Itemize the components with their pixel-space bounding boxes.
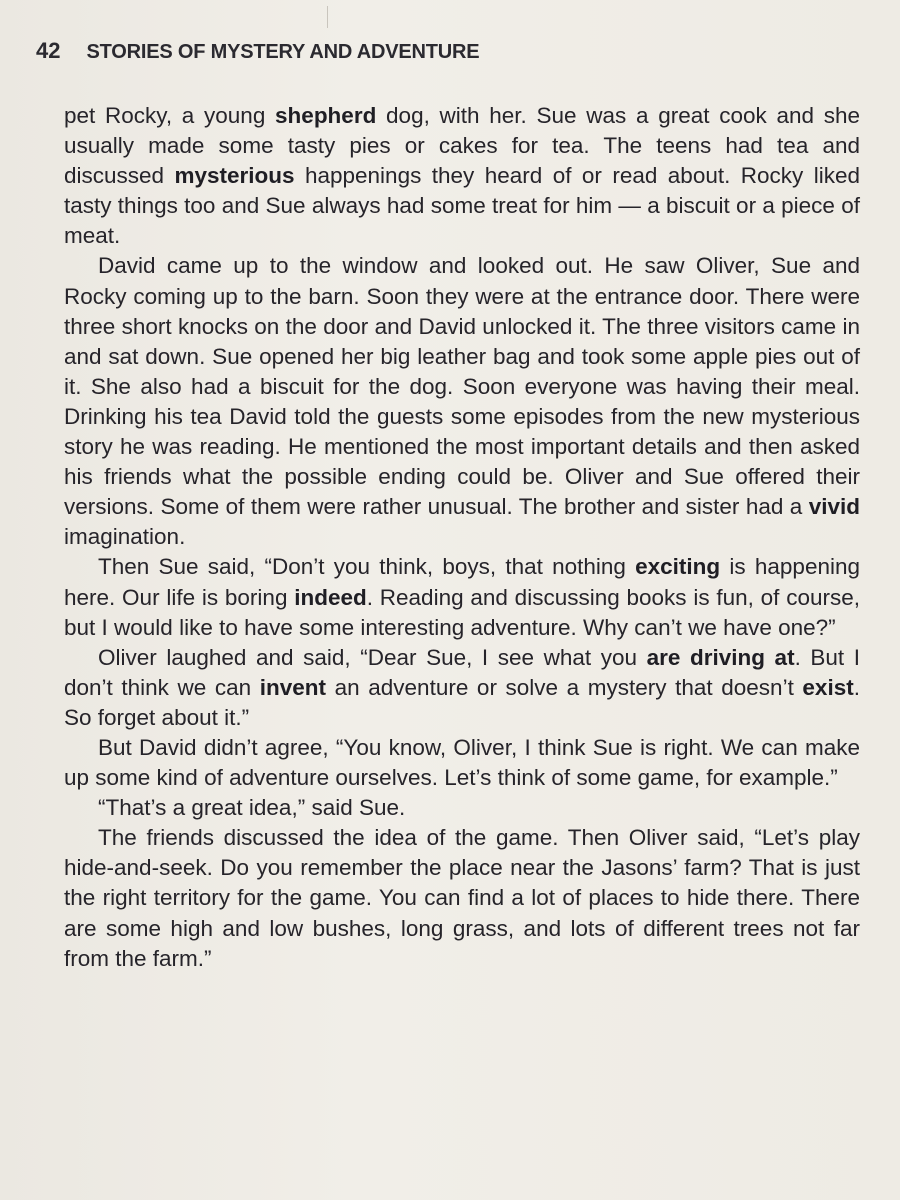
paragraph (64, 823, 860, 973)
paragraph (64, 101, 860, 251)
text-run: . So forget about it.” (64, 674, 860, 730)
paragraph (64, 251, 860, 552)
paragraph (64, 643, 860, 733)
vocabulary-word: exciting (635, 554, 721, 580)
text-run: But David didn’t agree, “You know, Oliver, I think Sue is right. We can make up some kind of adventure ourselves. Let’s think of some game, for example.” (64, 734, 860, 791)
text-run: . Reading and discussing books is fun, of course, but I would like to have some interesting adventure. Why can’t we have one?” (64, 584, 860, 640)
text-run: an adventure or solve a mystery that doesn’t (326, 674, 803, 700)
vocabulary-word: are driving at (646, 644, 795, 670)
paragraph (64, 552, 860, 642)
text-run: dog, with her. Sue was a great cook and she usually made some tasty pies or cakes for tea. The teens had tea and discussed (64, 103, 860, 189)
vocabulary-word: vivid (808, 494, 860, 520)
page-number: 42 (36, 38, 61, 63)
text-run: The friends discussed the idea of the game. Then Oliver said, “Let’s play hide-and-seek. Do you remember the place near the Jasons’ farm? That is just the right territory for the game. You can find a lot of places to hide there. There are some high and low bushes, long grass, and lots of different trees not far from the farm.” (64, 825, 860, 971)
text-run: Oliver laughed and said, “Dear Sue, I see what you (98, 644, 647, 670)
text-run: is happening here. Our life is boring (64, 554, 860, 610)
text-run: Then Sue said, “Don’t you think, boys, that nothing (98, 554, 636, 580)
text-run: pet Rocky, a young (64, 103, 276, 128)
vocabulary-word: exist (802, 674, 854, 700)
vocabulary-word: shepherd (275, 103, 377, 128)
page-header (36, 38, 479, 64)
vocabulary-word: indeed (294, 584, 367, 610)
story-text (64, 101, 860, 974)
page-crease (327, 6, 328, 28)
paragraph (64, 733, 860, 793)
text-run: “That’s a great idea,” said Sue. (98, 795, 406, 821)
text-run: David came up to the window and looked out. He saw Oliver, Sue and Rocky coming up to the barn. Soon they were at the entrance door. There were three short knocks on the door and David unlocked it. The three visitors came in and sat down. Sue opened her big leather bag and took some apple pies out of it. She also had a biscuit for the dog. Soon everyone was having their meal. Drinking his tea David told the guests some episodes from the new mysterious story he was reading. He mentioned the most important details and then asked his friends what the possible ending could be. Oliver and Sue offered their versions. Some of them were rather unusual. The brother and sister had a (64, 253, 860, 520)
text-run: imagination. (64, 524, 186, 550)
text-run: happenings they heard of or read about. Rocky liked tasty things too and Sue always had some treat for him — a biscuit or a piece of meat. (64, 163, 860, 249)
paragraph (64, 793, 860, 823)
running-title: STORIES OF MYSTERY AND ADVENTURE (86, 41, 480, 63)
text-run: . But I don’t think we can (64, 644, 861, 700)
vocabulary-word: invent (259, 674, 327, 700)
vocabulary-word: mysterious (174, 163, 295, 189)
